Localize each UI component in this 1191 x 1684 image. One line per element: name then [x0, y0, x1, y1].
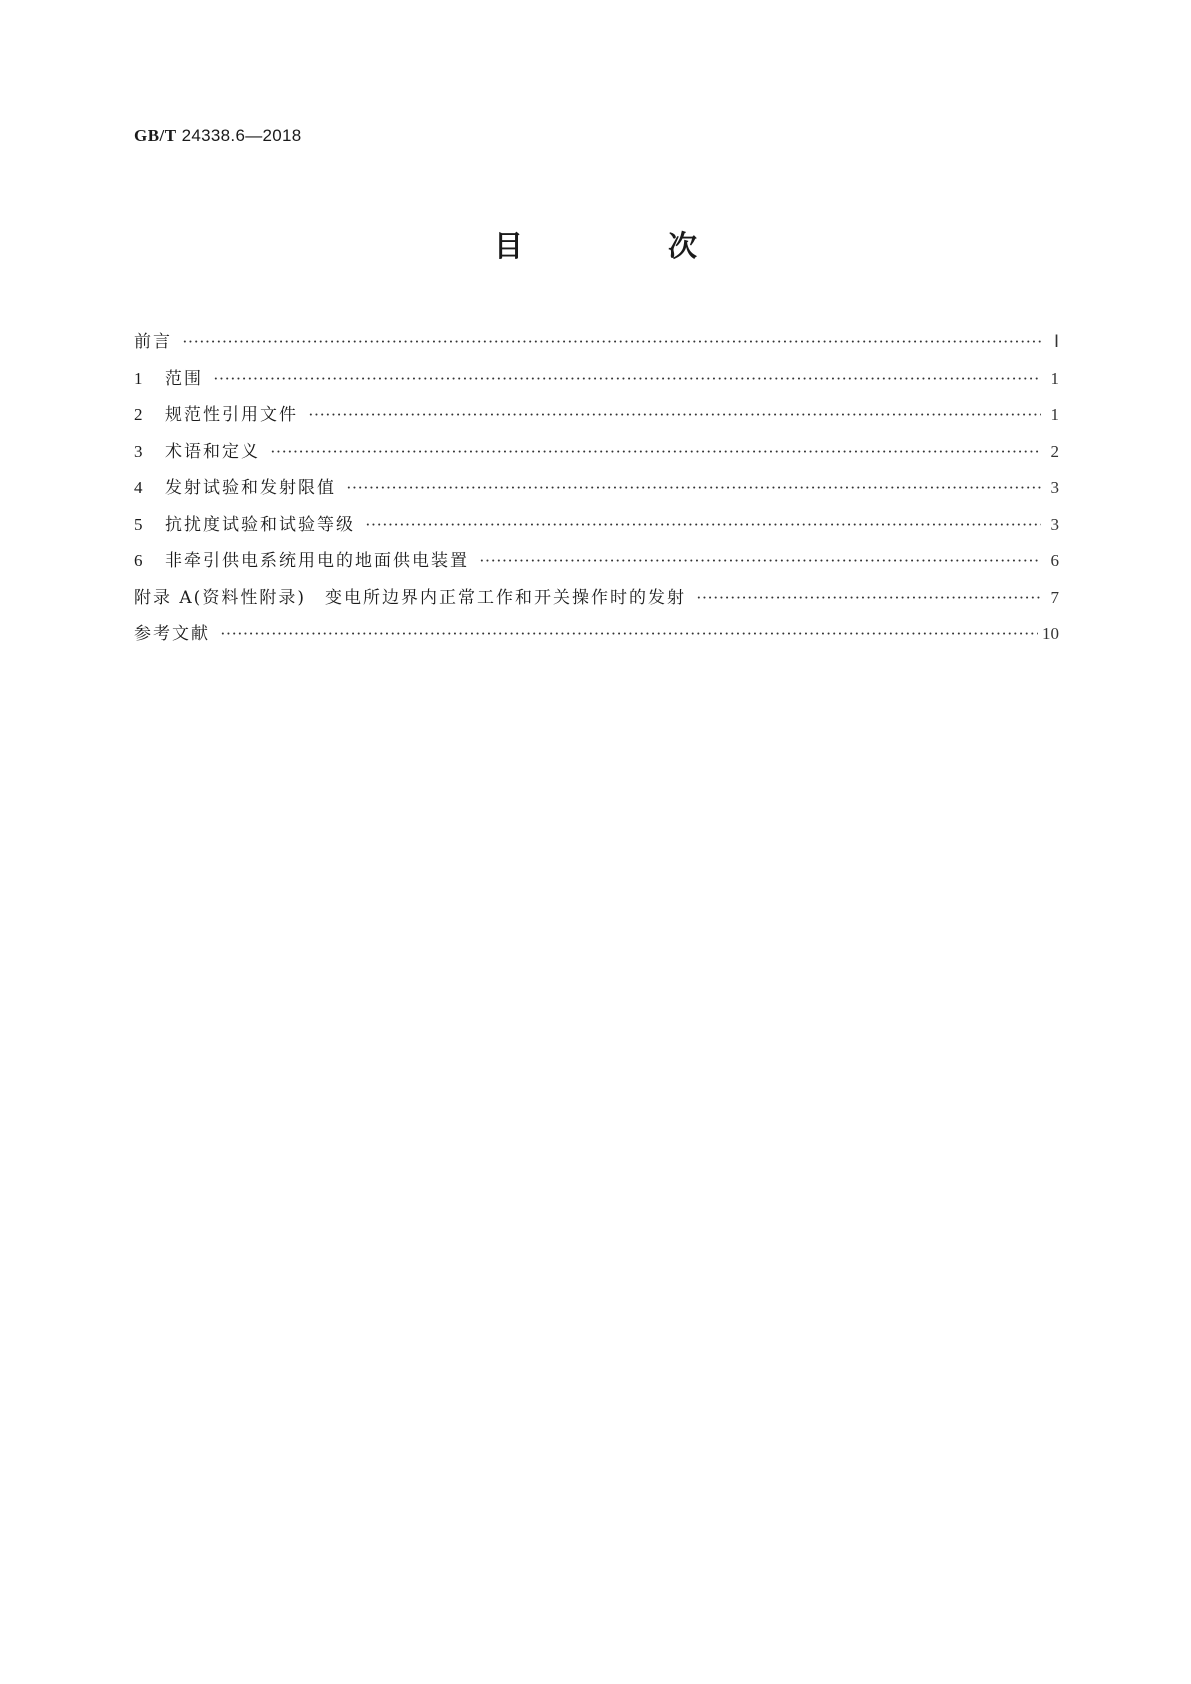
toc-entry-page: 3 [1050, 514, 1059, 534]
toc-entry-number: 4 [134, 478, 143, 497]
page-title: 目 次 [493, 229, 755, 263]
toc-entry-number: 2 [134, 405, 143, 424]
toc-entry-label: 附录 A(资料性附录) 变电所边界内正常工作和开关操作时的发射 [134, 587, 686, 608]
standard-code [134, 126, 302, 146]
table-of-contents [134, 324, 1059, 653]
toc-entry-label: 规范性引用文件 [165, 405, 298, 425]
toc-entry-number: 3 [134, 441, 143, 461]
dot-leader [270, 434, 1041, 471]
toc-entry-number: 1 [134, 368, 143, 388]
toc-entry-appendix-a[interactable] [134, 580, 1059, 617]
toc-entry-label: 非牵引供电系统用电的地面供电装置 [165, 551, 469, 571]
toc-entry-page: 6 [1050, 551, 1059, 570]
toc-entry-5[interactable] [134, 507, 1059, 544]
toc-entry-page: 2 [1050, 441, 1059, 461]
toc-entry-page: 7 [1050, 587, 1059, 607]
toc-entry-page: 3 [1050, 478, 1059, 497]
dot-leader [220, 616, 1038, 653]
dot-leader [365, 507, 1041, 544]
toc-entry-3[interactable] [134, 434, 1059, 471]
toc-entry-6[interactable] [134, 543, 1059, 580]
toc-entry-number: 5 [134, 514, 143, 534]
toc-entry-1[interactable] [134, 361, 1059, 398]
toc-entry-2[interactable] [134, 397, 1059, 434]
dot-leader [182, 324, 1041, 361]
toc-entry-page: 1 [1050, 405, 1059, 424]
toc-entry-number: 6 [134, 551, 143, 570]
toc-entry-page: Ⅰ [1053, 332, 1059, 351]
toc-entry-label: 发射试验和发射限值 [165, 478, 336, 498]
toc-entry-page: 1 [1050, 368, 1059, 388]
toc-entry-references[interactable] [134, 616, 1059, 653]
dot-leader [213, 361, 1041, 398]
dot-leader [696, 580, 1041, 617]
toc-entry-label: 前言 [134, 332, 172, 352]
toc-entry-page: 10 [1042, 624, 1059, 643]
toc-entry-label: 抗扰度试验和试验等级 [165, 514, 355, 535]
toc-entry-foreword[interactable] [134, 324, 1059, 361]
standard-prefix: GB/T [134, 126, 177, 145]
dot-leader [479, 543, 1041, 580]
dot-leader [308, 397, 1041, 434]
dot-leader [346, 470, 1041, 507]
toc-entry-label: 参考文献 [134, 624, 210, 644]
toc-entry-label: 范围 [165, 368, 203, 389]
toc-entry-label: 术语和定义 [165, 441, 260, 462]
standard-number: 24338.6—2018 [181, 126, 302, 145]
toc-entry-4[interactable] [134, 470, 1059, 507]
